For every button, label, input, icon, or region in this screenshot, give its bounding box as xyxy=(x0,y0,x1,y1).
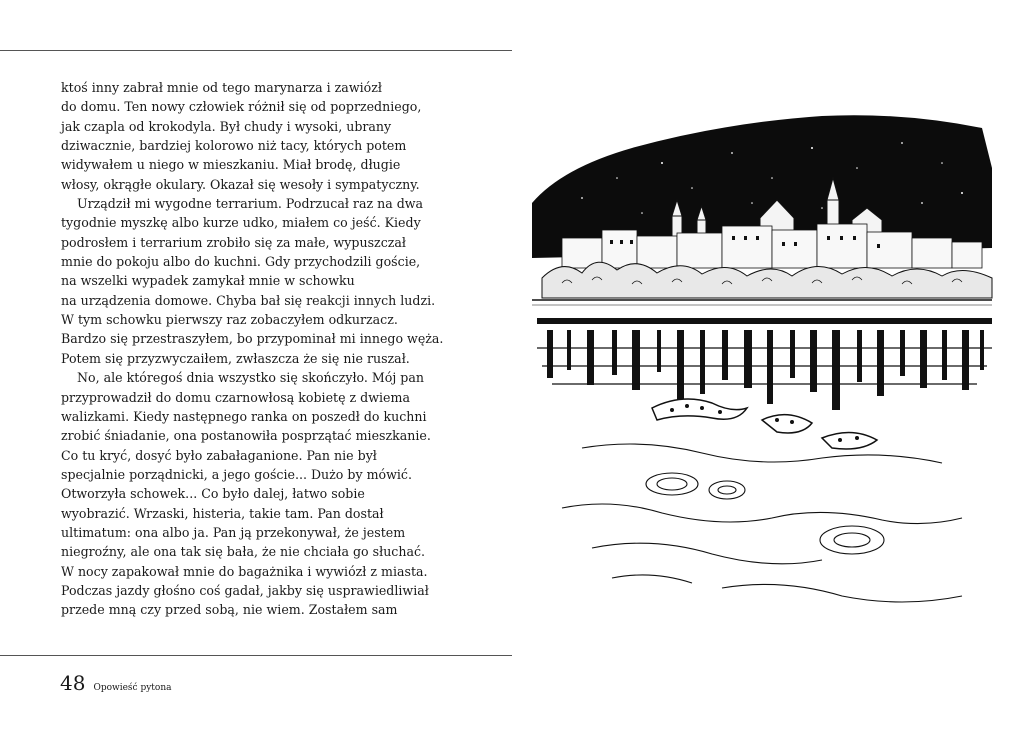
text-line: W nocy zapakował mnie do bagażnika i wywiózł z miasta. xyxy=(61,563,428,579)
text-line: przede mną czy przed sobą, nie wiem. Zostałem sam xyxy=(61,602,398,618)
text-line: Otworzyła schowek... Co było dalej, łatwo sobie xyxy=(61,486,365,502)
bottom-rule xyxy=(0,655,512,656)
text-line: jak czapla od krokodyla. Był chudy i wysoki, ubrany xyxy=(61,118,392,134)
text-line: na urządzenia domowe. Chyba bał się reakcji innych ludzi. xyxy=(61,292,436,308)
page-footer xyxy=(60,671,171,695)
text-line: Urządził mi wygodne terrarium. Podrzucał raz na dwa xyxy=(77,196,424,212)
text-line: ultimatum: ona albo ja. Pan ją przekonywał, że jestem xyxy=(61,524,406,540)
text-line: Potem się przyzwyczaiłem, zwłaszcza że się nie ruszał. xyxy=(61,350,410,366)
text-line: specjalnie porządnicki, a jego goście... Dużo by mówić. xyxy=(61,466,412,482)
text-line: mnie do pokoju albo do kuchni. Gdy przychodzili goście, xyxy=(61,254,421,270)
text-line: wyobrazić. Wrzaski, histeria, takie tam. Pan dostał xyxy=(61,505,384,521)
text-line: widywałem u niego w mieszkaniu. Miał brodę, długie xyxy=(61,157,401,173)
text-line: No, ale któregoś dnia wszystko się skończyło. Mój pan xyxy=(77,370,424,386)
text-line: podrosłem i terrarium zrobiło się za małe, wypuszczał xyxy=(61,234,406,250)
top-rule xyxy=(0,50,512,51)
text-line: ktoś inny zabrał mnie od tego marynarza i zawiózł xyxy=(61,80,382,95)
text-line: walizkami. Kiedy następnego ranka on poszedł do kuchni xyxy=(61,408,427,424)
text-line: tygodnie myszkę albo kurze udko, miałem co jeść. Kiedy xyxy=(61,215,421,231)
page-number: 48 xyxy=(60,671,86,695)
text-line: do domu. Ten nowy człowiek różnił się od poprzedniego, xyxy=(61,99,422,115)
text-line: Podczas jazdy głośno coś gadał, jakby się usprawiedliwiał xyxy=(61,582,429,598)
text-line: W tym schowku pierwszy raz zobaczyłem odkurzacz. xyxy=(61,312,398,328)
text-line: Co tu kryć, dosyć było zabałaganione. Pan nie był xyxy=(61,447,377,463)
night-city-river-illustration xyxy=(522,108,1002,618)
text-line: zrobić śniadanie, ona postanowiła posprzątać mieszkanie. xyxy=(61,428,431,444)
text-line: na wszelki wypadek zamykał mnie w schowku xyxy=(61,273,355,289)
text-line: niegroźny, ale ona tak się bała, że nie chciała go słuchać. xyxy=(61,544,426,560)
running-title: Opowieść pytona xyxy=(93,683,172,693)
text-line: Bardzo się przestraszyłem, bo przypominał mi innego węża. xyxy=(61,331,444,347)
text-line: przyprowadził do domu czarnowłosą kobietę z dwiema xyxy=(61,389,410,405)
body-text xyxy=(61,78,444,620)
text-line: dziwacznie, bardziej kolorowo niż tacy, których potem xyxy=(61,138,407,154)
text-line: włosy, okrągłe okulary. Okazał się wesoły i sympatyczny. xyxy=(61,176,420,192)
